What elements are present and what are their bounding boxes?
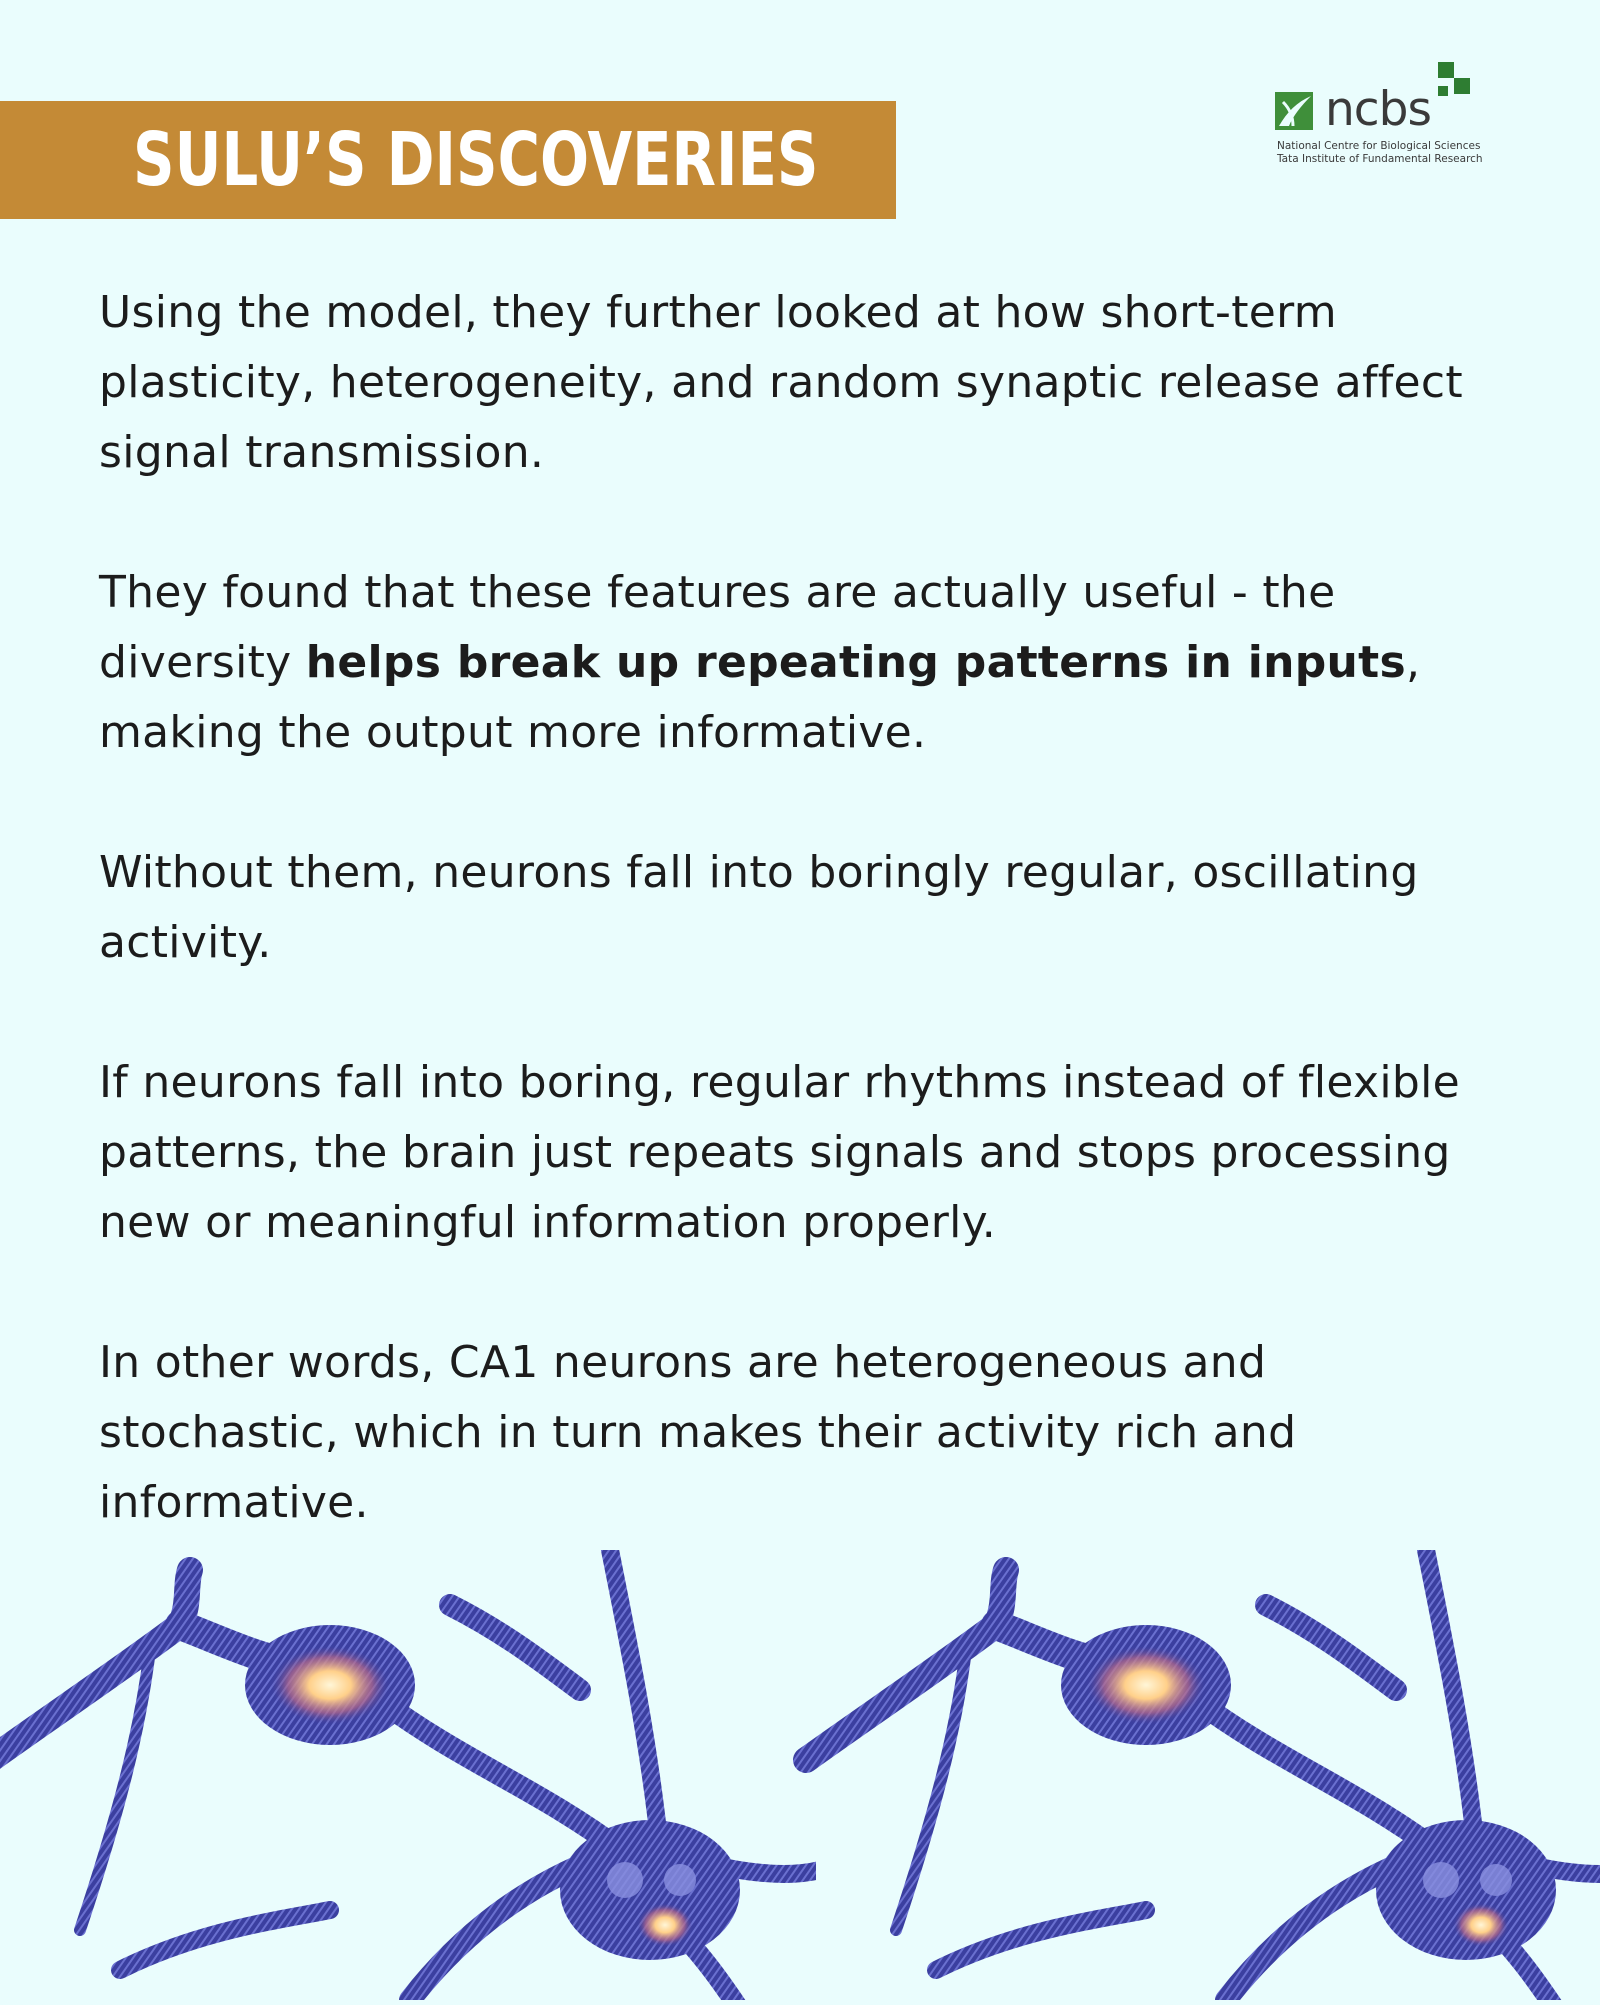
logo-subtitle-1: National Centre for Biological Sciences [1277,140,1481,152]
paragraph-1: Using the model, they further looked at how short-term plasticity, heterogeneity, and random synaptic release affect signal transmission. [99,287,1463,478]
paragraph-3: Without them, neurons fall into boringly regular, oscillating activity. [99,847,1419,968]
logo-subtitle-2: Tata Institute of Fundamental Research [1277,153,1483,165]
paragraph-2-highlight: helps break up repeating patterns in inputs [305,637,1407,688]
paragraph-2-start: They found that these features are actually useful - the diversity [99,567,1336,688]
paragraph-2 [99,558,1519,768]
neuron-image-left [0,1550,820,2000]
neuron-illustration [0,1550,1600,2000]
logo-wordmark: ncbs [1325,82,1431,137]
paragraph-4: If neurons fall into boring, regular rhythms instead of flexible patterns, the brain just repeats signals and stops processing new or meaningful information properly. [99,1057,1461,1248]
paragraph-5: In other words, CA1 neurons are heterogeneous and stochastic, which in turn makes their activity rich and informative. [99,1337,1297,1528]
paragraph-2-end: , making the output more informative. [99,637,1421,758]
ncbs-logo [1275,62,1483,172]
title-banner [0,101,896,219]
page-title: SULU’S DISCOVERIES [133,117,819,203]
article-body [99,278,1519,1608]
